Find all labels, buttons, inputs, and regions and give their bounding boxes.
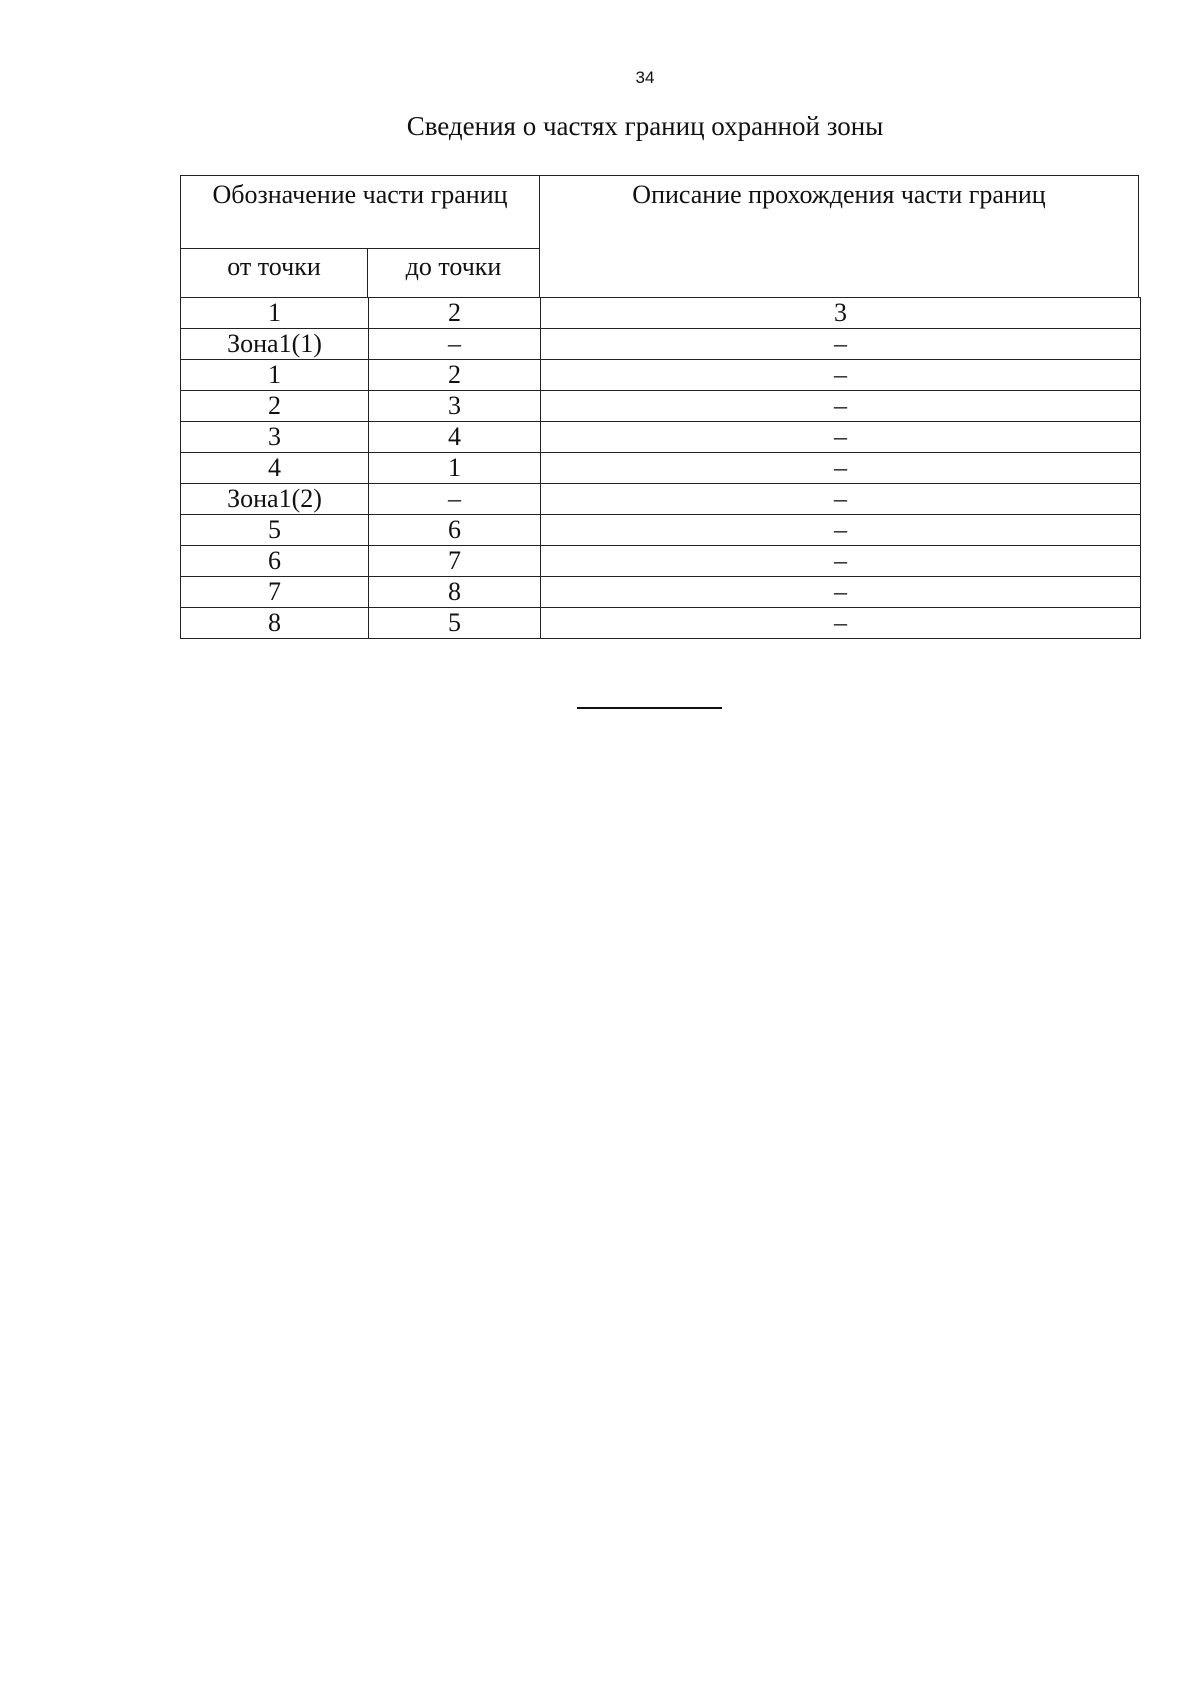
table-row [181, 453, 1141, 484]
table-row [181, 608, 1141, 639]
column-number-cell: 1 [181, 298, 369, 329]
from-point-cell: 7 [181, 577, 369, 608]
boundary-table-body [180, 297, 1141, 639]
from-point-cell: 6 [181, 546, 369, 577]
table-row [181, 329, 1141, 360]
to-point-cell: 1 [369, 453, 541, 484]
boundary-table-header [180, 175, 1139, 298]
description-cell: – [541, 453, 1141, 484]
description-cell: – [541, 422, 1141, 453]
from-point-cell: Зона1(2) [181, 484, 369, 515]
description-cell: – [541, 360, 1141, 391]
column-number-row [181, 298, 1141, 329]
to-point-cell: 6 [369, 515, 541, 546]
header-from-point: от точки [181, 249, 368, 298]
to-point-cell: 2 [369, 360, 541, 391]
page-title: Сведения о частях границ охранной зоны [406, 111, 884, 141]
column-number-cell: 3 [541, 298, 1141, 329]
to-point-cell: – [369, 329, 541, 360]
from-point-cell: 1 [181, 360, 369, 391]
table-row [181, 484, 1141, 515]
to-point-cell: – [369, 484, 541, 515]
header-description: Описание прохождения части границ [540, 176, 1139, 298]
table-row [181, 360, 1141, 391]
to-point-cell: 7 [369, 546, 541, 577]
table-row [181, 422, 1141, 453]
from-point-cell: 3 [181, 422, 369, 453]
page-number: 34 [635, 68, 655, 87]
from-point-cell: 8 [181, 608, 369, 639]
to-point-cell: 8 [369, 577, 541, 608]
from-point-cell: 2 [181, 391, 369, 422]
from-point-cell: Зона1(1) [181, 329, 369, 360]
header-designation-group: Обозначение части границ [181, 176, 540, 249]
table-row [181, 391, 1141, 422]
table-row [181, 546, 1141, 577]
description-cell: – [541, 329, 1141, 360]
description-cell: – [541, 484, 1141, 515]
table-row [181, 577, 1141, 608]
to-point-cell: 4 [369, 422, 541, 453]
description-cell: – [541, 546, 1141, 577]
table-row [181, 515, 1141, 546]
description-cell: – [541, 608, 1141, 639]
description-cell: – [541, 391, 1141, 422]
to-point-cell: 5 [369, 608, 541, 639]
description-cell: – [541, 577, 1141, 608]
from-point-cell: 5 [181, 515, 369, 546]
to-point-cell: 3 [369, 391, 541, 422]
column-number-cell: 2 [369, 298, 541, 329]
from-point-cell: 4 [181, 453, 369, 484]
header-to-point: до точки [368, 249, 540, 298]
description-cell: – [541, 515, 1141, 546]
end-of-document-rule [577, 707, 722, 709]
